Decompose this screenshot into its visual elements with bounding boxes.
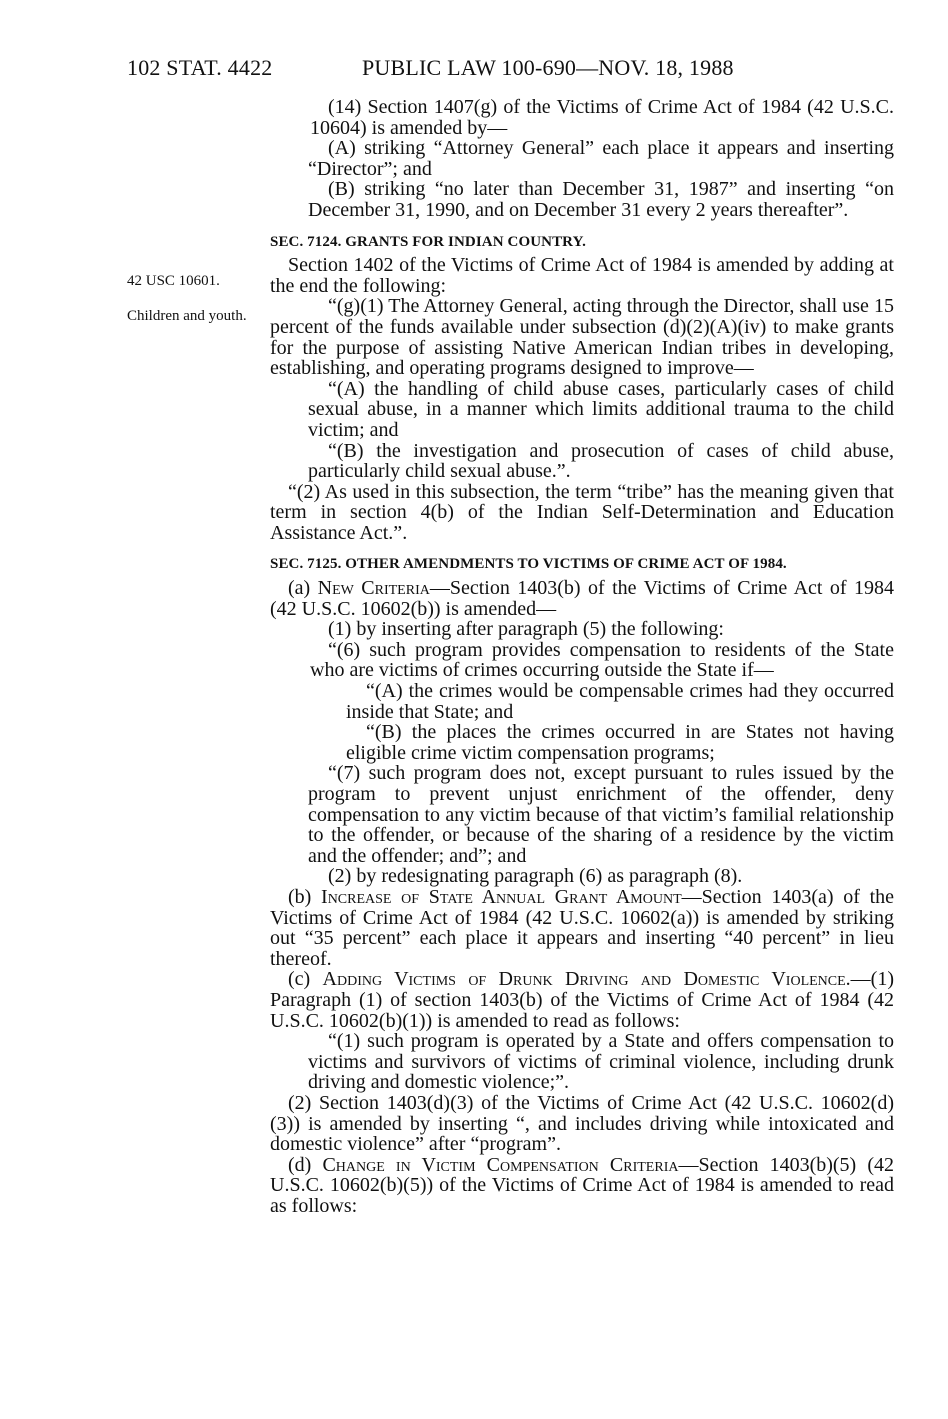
- subsection-d: (d) Change in Victim Compensation Criteria—Section 1403(b)(5) (42 U.S.C. 10602(b)(5)) of the Victims of Crime Act of 1984 is amended to read as follows:: [270, 1153, 895, 1217]
- subsection-a-2: (2) by redesignating paragraph (6) as paragraph (8).: [328, 865, 743, 888]
- section-7124-g2: “(2) As used in this subsection, the term “tribe” has the meaning given that term in section 4(b) of the Indian Self-Determination and Education Assistance Act.”.: [270, 480, 894, 544]
- document-body: [270, 97, 894, 1216]
- section-heading-7124: SEC. 7124. GRANTS FOR INDIAN COUNTRY.: [270, 233, 586, 250]
- paragraph-14-b: (B) striking “no later than December 31, 1987” and inserting “on December 31, 1990, and on December 31 every 2 years thereafter”.: [308, 178, 894, 221]
- margin-notes: [127, 272, 257, 342]
- margin-note-topic: Children and youth.: [127, 308, 247, 324]
- margin-note-citation: 42 USC 10601.: [127, 273, 220, 289]
- subsection-a-1-7: “(7) such program does not, except pursuant to rules issued by the program to prevent unjust enrichment of the offender, deny compensation to any victim because of that victim’s familial relationship to the offender, or because of the sharing of a residence by the victim and the offender; and”; and: [308, 762, 894, 867]
- subsection-b: (b) Increase of State Annual Grant Amount—Section 1403(a) of the Victims of Crime Act of 1984 (42 U.S.C. 10602(a)) is amended by striking out “35 percent” each place it appears and inserting “40 percent” in lieu thereof.: [270, 885, 895, 970]
- section-7124-intro: Section 1402 of the Victims of Crime Act of 1984 is amended by adding at the end the following:: [270, 254, 894, 297]
- subsection-c-heading: Adding Victims of Drunk Driving and Domestic Violence: [322, 968, 846, 991]
- subsection-a-1-6: “(6) such program provides compensation to residents of the State who are victims of crimes occurring outside the State if—: [310, 638, 894, 682]
- subsection-a-1-6-b: “(B) the places the crimes occurred in are States not having eligible crime victim compensation programs;: [346, 721, 894, 764]
- subsection-c-1-quote: “(1) such program is operated by a State and offers compensation to victims and survivors of victims of criminal violence, including drunk driving and domestic violence;”.: [308, 1030, 894, 1094]
- paragraph-14-a: (A) striking “Attorney General” each place it appears and inserting “Director”; and: [308, 137, 894, 180]
- subsection-c: (c) Adding Victims of Drunk Driving and Domestic Violence.—(1) Paragraph (1) of section 1403(b) of the Victims of Crime Act of 1984 (42 U.S.C. 10602(b)(1)) is amended to read as follows:: [270, 968, 894, 1032]
- subsection-a-1-6-a: “(A) the crimes would be compensable crimes had they occurred inside that State; and: [346, 680, 894, 723]
- statute-citation: 102 STAT. 4422: [127, 55, 273, 80]
- subsection-d-text: —Section 1403(b)(5) (42 U.S.C. 10602(b)(5)) of the Victims of Crime Act of 1984 is amended to read as follows:: [270, 1153, 895, 1217]
- section-heading-7125: SEC. 7125. OTHER AMENDMENTS TO VICTIMS OF CRIME ACT OF 1984.: [270, 556, 787, 573]
- subsection-b-heading: Increase of State Annual Grant Amount: [321, 885, 682, 908]
- subsection-a-1: (1) by inserting after paragraph (5) the following:: [328, 618, 724, 641]
- paragraph-14: (14) Section 1407(g) of the Victims of Crime Act of 1984 (42 U.S.C. 10604) is amended by—: [310, 96, 894, 139]
- public-law-title: PUBLIC LAW 100-690—NOV. 18, 1988: [362, 55, 734, 80]
- subsection-b-text: —Section 1403(a) of the Victims of Crime Act of 1984 (42 U.S.C. 10602(a)) is amended by striking out “35 percent” each place it appears and inserting “40 percent” in lieu thereof.: [270, 885, 895, 970]
- subsection-a-text: —Section 1403(b) of the Victims of Crime Act of 1984 (42 U.S.C. 10602(b)) is amended—: [270, 577, 894, 620]
- section-7124-g1-a: “(A) the handling of child abuse cases, particularly cases of child sexual abuse, in a manner which limits additional trauma to the child victim; and: [308, 377, 894, 441]
- subsection-d-heading: Change in Victim Compensation Criteria: [322, 1153, 679, 1176]
- subsection-c-1: (1) Paragraph (1) of section 1403(b) of the Victims of Crime Act of 1984 (42 U.S.C. 10602(b)(1)) is amended to read as follows:: [270, 968, 894, 1032]
- section-7124-g1: “(g)(1) The Attorney General, acting through the Director, shall use 15 percent of the funds available under subsection (d)(2)(A)(iv) to make grants for the purpose of assisting Native American Indian tribes in developing, establishing, and operating programs designed to improve—: [270, 295, 894, 380]
- subsection-a: (a) New Criteria—Section 1403(b) of the Victims of Crime Act of 1984 (42 U.S.C. 10602(b)) is amended—: [270, 577, 894, 620]
- page-header: [127, 55, 888, 81]
- subsection-c-2: (2) Section 1403(d)(3) of the Victims of Crime Act (42 U.S.C. 10602(d)(3)) is amended by inserting “, and includes driving while intoxicated and domestic violence” after “program”.: [270, 1091, 894, 1156]
- section-7124-g1-b: “(B) the investigation and prosecution of cases of child abuse, particularly child sexual abuse.”.: [308, 439, 894, 483]
- subsection-a-heading: New Criteria: [317, 577, 430, 600]
